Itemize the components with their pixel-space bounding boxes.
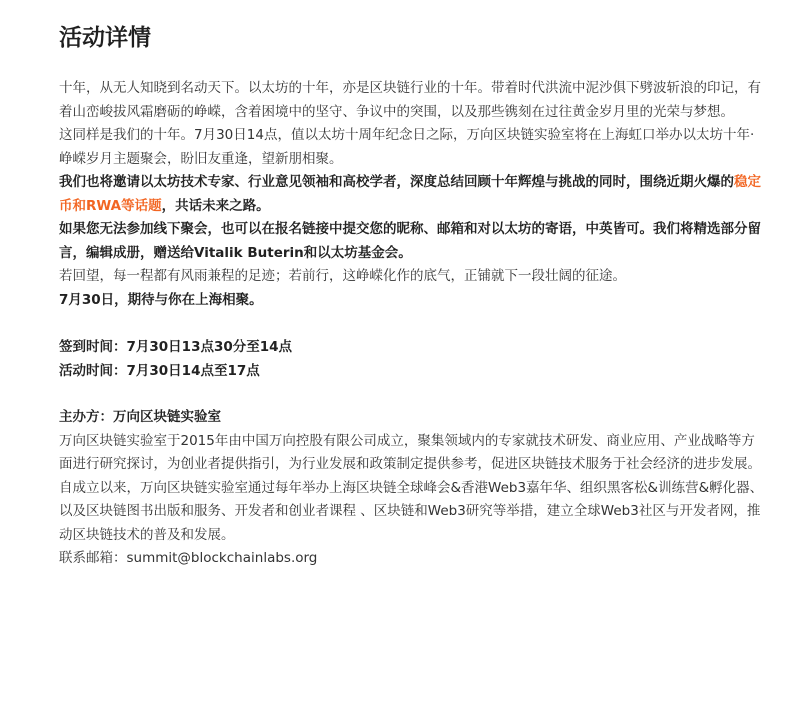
highlighted-topics: 稳定币和RWA等话题 <box>59 174 761 214</box>
organizer-heading: 主办方：万向区块链实验室 <box>59 409 221 425</box>
spacer <box>59 383 765 406</box>
spacer <box>59 312 765 336</box>
intro-paragraph-6: 7月30日，期待与你在上海相聚。 <box>59 291 263 308</box>
section-title: 活动详情 <box>59 25 151 51</box>
organizer-description: 万向区块链实验室于2015年由中国万向控股有限公司成立，聚集领域内的专家就技术研发、商业应用、产业战略等方面进行研究探讨，为创业者提供指引，为行业发展和政策制定提供参考，促进区块链技术服务于社会经济的进步发展。 自成立以来，万向区块链实验室通过每年举办上海区块链全球峰会&香港Web3嘉年华、组织黑客松&训练营&孵化器、以及区块链图书出版和服务、开发者和创业者课程 、区块链和Web3研究等举措，建立全球Web3社区与开发者网，推动区块链技术的普及和发展。 <box>59 432 764 543</box>
contact-email[interactable]: 联系邮箱：summit@blockchainlabs.org <box>59 550 318 566</box>
checkin-time: 签到时间：7月30日13点30分至14点 <box>59 339 293 355</box>
intro-paragraph-5: 若回望，每一程都有风雨兼程的足迹；若前行，这峥嵘化作的底气，正铺就下一段壮阔的征途。 <box>59 268 626 284</box>
intro-paragraph-4: 如果您无法参加线下聚会，也可以在报名链接中提交您的昵称、邮箱和对以太坊的寄语，中英皆可。我们将精选部分留言，编辑成册，赠送给Vitalik Buterin和以太坊基金会。 <box>59 221 761 261</box>
intro-paragraph-3-after: ，共话未来之路。 <box>161 197 270 214</box>
event-time: 活动时间：7月30日14点至17点 <box>59 362 260 379</box>
intro-paragraph-3 <box>59 171 765 218</box>
intro-paragraph-1: 十年，从无人知晓到名动天下。以太坊的十年，亦是区块链行业的十年。带着时代洪流中泥沙俱下劈波斩浪的印记，有着山峦峻拔风霜磨砺的峥嵘，含着困境中的坚守、争议中的突围，以及那些镌刻在过往黄金岁月里的光荣与梦想。 <box>59 80 761 120</box>
intro-paragraph-2: 这同样是我们的十年。7月30日14点，值以太坊十周年纪念日之际，万向区块链实验室将在上海虹口举办以太坊十年·峥嵘岁月主题聚会，盼旧友重逢，望新朋相聚。 <box>59 127 755 167</box>
intro-paragraph-3-before: 我们也将邀请以太坊技术专家、行业意见领袖和高校学者，深度总结回顾十年辉煌与挑战的同时，围绕近期火爆的 <box>59 174 734 190</box>
